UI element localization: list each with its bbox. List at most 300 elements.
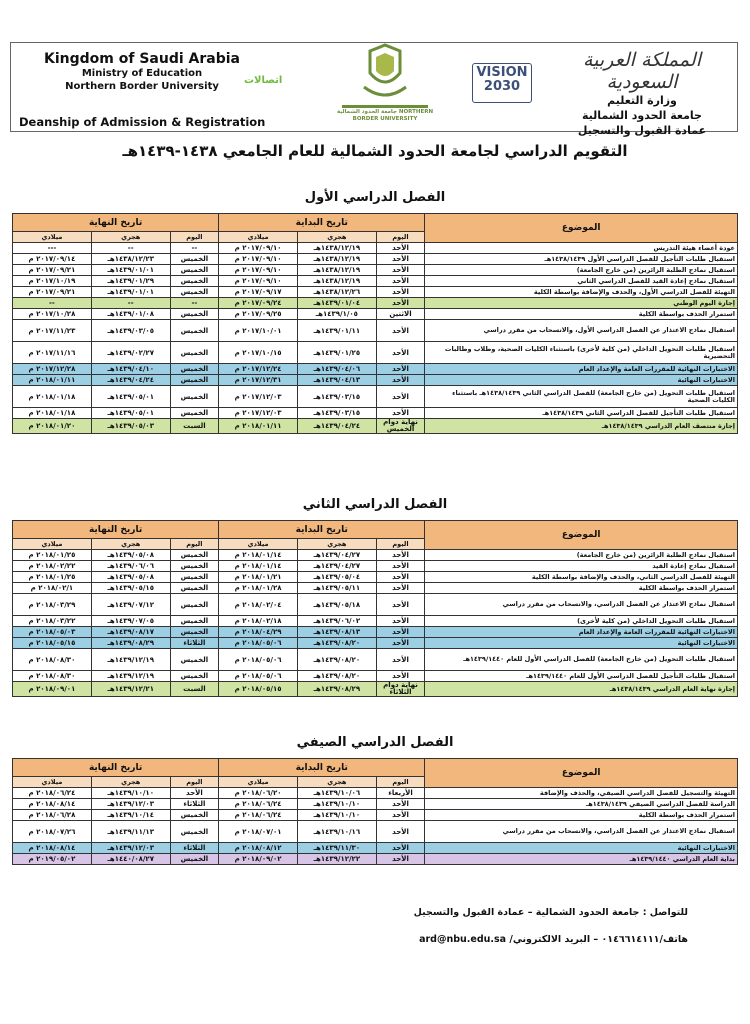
row-subject: عودة أعضاء هيئة التدريس — [425, 243, 738, 254]
col-topic: الموضوع — [425, 521, 738, 550]
row-start-hijri: ١٤٣٩/١١/٣٠هـ — [297, 843, 376, 854]
row-subject: استقبال طلبات التأجيل للفصل الدراسي الثاني ١٤٣٨/١٤٣٩هـ — [425, 408, 738, 419]
row-end-greg: ٢٠١٧/١١/٢٣ م — [13, 320, 92, 342]
row-subject: استقبال نماذج الطلبة الزائرين (من خارج الجامعة) — [425, 265, 738, 276]
row-start-hijri: ١٤٣٩/٠٨/١٣هـ — [297, 627, 376, 638]
row-end-greg: ٢٠١٨/٠٦/٢٨ م — [13, 810, 92, 821]
row-end-day: الأحد — [170, 788, 219, 799]
col-day: اليوم — [170, 777, 219, 788]
en-country: Kingdom of Saudi Arabia — [44, 51, 240, 67]
row-subject: استقبال نماذج الاعتذار عن الفصل الدراسي، والانسحاب من مقرر دراسي — [425, 594, 738, 616]
row-start-hijri: ١٤٣٩/٠٤/٠٦هـ — [297, 364, 376, 375]
row-end-hijri: ١٤٣٩/٠٥/٠٣هـ — [91, 419, 170, 434]
table-row — [13, 298, 738, 309]
row-start-hijri: ١٤٣٨/١٢/١٩هـ — [297, 243, 376, 254]
row-start-day: الأحد — [376, 408, 425, 419]
row-start-day: الأربعاء — [376, 788, 425, 799]
row-start-greg: ٢٠١٧/٠٩/١٠ م — [219, 243, 298, 254]
row-subject: استمرار الحذف بواسطة الكلية — [425, 309, 738, 320]
row-end-day: الخميس — [170, 810, 219, 821]
row-end-greg: ٢٠١٧/٠٩/٢١ م — [13, 265, 92, 276]
row-start-day: الأحد — [376, 265, 425, 276]
semester-summer-title: الفصل الدراسي الصيفي — [296, 735, 454, 750]
vision-2030-logo-icon — [472, 63, 532, 103]
row-end-hijri: ١٤٣٩/٠٧/٠٥هـ — [91, 616, 170, 627]
row-start-hijri: ١٤٣٩/٠٨/٢٩هـ — [297, 682, 376, 697]
table-row — [13, 364, 738, 375]
row-start-greg: ٢٠١٧/١٠/٠١ م — [219, 320, 298, 342]
row-end-greg: ٢٠١٨/٠٩/٠١ م — [13, 682, 92, 697]
row-start-day: الأحد — [376, 594, 425, 616]
table-row — [13, 386, 738, 408]
row-end-greg: ٢٠١٨/٠١/١١ م — [13, 375, 92, 386]
row-subject: استمرار الحذف بواسطة الكلية — [425, 810, 738, 821]
row-start-day: الأحد — [376, 616, 425, 627]
row-start-hijri: ١٤٣٩/٠٤/٢٧هـ — [297, 550, 376, 561]
row-end-day: الخميس — [170, 616, 219, 627]
col-end-date: تاريخ النهاية — [13, 214, 219, 232]
semester-summer-table — [12, 758, 738, 865]
col-hijri: هجري — [297, 539, 376, 550]
row-end-greg: ٢٠١٨/٠٥/٠٣ م — [13, 627, 92, 638]
row-end-greg: ٢٠١٧/١١/١٦ م — [13, 342, 92, 364]
row-start-hijri: ١٤٣٨/١٢/١٩هـ — [297, 265, 376, 276]
table-row — [13, 843, 738, 854]
row-start-day: الأحد — [376, 375, 425, 386]
row-end-hijri: ١٤٣٩/٠١/٠١هـ — [91, 265, 170, 276]
row-start-greg: ٢٠١٨/٠٢/١٨ م — [219, 616, 298, 627]
col-day: اليوم — [376, 777, 425, 788]
table-row — [13, 320, 738, 342]
ar-ministry: وزارة التعليم — [607, 94, 677, 107]
row-end-day: الخميس — [170, 276, 219, 287]
row-start-day: الأحد — [376, 276, 425, 287]
col-start-date: تاريخ البداية — [219, 521, 425, 539]
semester-2-title: الفصل الدراسي الثاني — [302, 497, 448, 512]
row-subject: استقبال طلبات التحويل الداخلي (من كلية لأخرى) — [425, 616, 738, 627]
row-end-greg: ٢٠١٨/٠١/٢٥ م — [13, 572, 92, 583]
table-row — [13, 254, 738, 265]
table-row — [13, 671, 738, 682]
table-row — [13, 309, 738, 320]
table-row — [13, 265, 738, 276]
table-row — [13, 408, 738, 419]
row-end-day: -- — [170, 243, 219, 254]
row-start-hijri: ١٤٣٨/١٢/١٩هـ — [297, 254, 376, 265]
row-end-hijri: -- — [91, 298, 170, 309]
en-university: Northern Border University — [65, 81, 219, 92]
row-end-hijri: ١٤٣٩/٠١/٠١هـ — [91, 287, 170, 298]
row-end-day: الخميس — [170, 854, 219, 865]
table-row — [13, 616, 738, 627]
row-start-greg: ٢٠١٨/٠٤/٢٩ م — [219, 627, 298, 638]
row-subject: الاختبارات النهائية — [425, 638, 738, 649]
table-row — [13, 572, 738, 583]
row-end-day: الخميس — [170, 287, 219, 298]
row-start-day: الأحد — [376, 550, 425, 561]
row-end-hijri: ١٤٣٩/٠٨/١٧هـ — [91, 627, 170, 638]
col-greg: ميلادي — [219, 777, 298, 788]
row-start-hijri: ١٤٣٩/٠٤/١٣هـ — [297, 375, 376, 386]
table-row — [13, 276, 738, 287]
row-start-greg: ٢٠١٨/٠٢/٠٤ م — [219, 594, 298, 616]
row-start-day: الأحد — [376, 561, 425, 572]
row-start-greg: ٢٠١٨/٠٨/١٢ م — [219, 843, 298, 854]
row-end-day: الثلاثاء — [170, 638, 219, 649]
row-start-hijri: ١٤٣٩/١٠/١٠هـ — [297, 810, 376, 821]
col-hijri: هجري — [91, 232, 170, 243]
row-end-hijri: ١٤٣٩/١٢/٠٣هـ — [91, 799, 170, 810]
row-end-greg: ٢٠١٨/٠٦/٢٤ م — [13, 788, 92, 799]
row-start-day: الأحد — [376, 638, 425, 649]
row-start-greg: ٢٠١٨/٠١/١٤ م — [219, 550, 298, 561]
col-greg: ميلادي — [13, 232, 92, 243]
row-subject: استقبال طلبات التحويل (من خارج الجامعة) للفصل الدراسي الأول للعام ١٤٣٩/١٤٤٠هـ — [425, 649, 738, 671]
row-start-hijri: ١٤٣٩/١٠/١٦هـ — [297, 821, 376, 843]
row-end-greg: ٢٠١٧/٠٩/٢١ م — [13, 287, 92, 298]
row-start-greg: ٢٠١٨/٠٦/٢٤ م — [219, 799, 298, 810]
table-row — [13, 419, 738, 434]
table-row — [13, 243, 738, 254]
row-end-day: الخميس — [170, 572, 219, 583]
row-start-greg: ٢٠١٨/٠٩/٠٢ م — [219, 854, 298, 865]
row-end-day: الخميس — [170, 408, 219, 419]
row-start-hijri: ١٤٣٩/٠٣/١٥هـ — [297, 386, 376, 408]
row-end-hijri: ١٤٣٩/٠٤/٢٤هـ — [91, 375, 170, 386]
contact-line: للتواصل : جامعة الحدود الشمالية – عمادة القبول والتسجيل — [413, 907, 688, 918]
table-row — [13, 810, 738, 821]
row-end-hijri: ١٤٣٩/٠١/٠٨هـ — [91, 309, 170, 320]
row-start-greg: ٢٠١٧/٠٩/٢٥ م — [219, 309, 298, 320]
row-end-day: الخميس — [170, 649, 219, 671]
row-start-greg: ٢٠١٨/٠٥/٠٦ م — [219, 638, 298, 649]
row-start-greg: ٢٠١٨/٠٥/١٥ م — [219, 682, 298, 697]
row-subject: استقبال طلبات التأجيل للفصل الدراسي الأول ١٤٣٨/١٤٣٩هـ — [425, 254, 738, 265]
row-start-day: الأحد — [376, 298, 425, 309]
col-hijri: هجري — [91, 539, 170, 550]
row-start-day: الأحد — [376, 583, 425, 594]
row-end-hijri: ١٤٣٩/٠٤/١٠هـ — [91, 364, 170, 375]
row-start-greg: ٢٠١٧/٠٩/١٠ م — [219, 265, 298, 276]
row-end-hijri: ١٤٤٠/٠٨/٢٧هـ — [91, 854, 170, 865]
col-topic: الموضوع — [425, 759, 738, 788]
row-end-day: السبت — [170, 419, 219, 434]
row-subject: إجازة منتصف العام الدراسي ١٤٣٨/١٤٣٩هـ — [425, 419, 738, 434]
row-end-day: الخميس — [170, 386, 219, 408]
row-start-hijri: ١٤٣٩/٠٤/٢٤هـ — [297, 419, 376, 434]
row-start-hijri: ١٤٣٩/٠٣/١٥هـ — [297, 408, 376, 419]
row-end-day: الخميس — [170, 320, 219, 342]
row-start-hijri: ١٤٣٩/٠١/١١هـ — [297, 320, 376, 342]
row-start-hijri: ١٤٣٩/٠٨/٢٠هـ — [297, 671, 376, 682]
row-subject: استمرار الحذف بواسطة الكلية — [425, 583, 738, 594]
col-day: اليوم — [376, 232, 425, 243]
row-end-day: الثلاثاء — [170, 799, 219, 810]
row-end-greg: ٢٠١٨/٠١/١٨ م — [13, 386, 92, 408]
ar-country: المملكة العربية السعودية — [583, 49, 701, 93]
row-end-hijri: ١٤٣٩/١٠/١٠هـ — [91, 788, 170, 799]
table-row — [13, 627, 738, 638]
page-title: التقويم الدراسي لجامعة الحدود الشمالية للعام الجامعي ١٤٣٨-١٤٣٩هـ — [122, 142, 628, 160]
row-start-greg: ٢٠١٧/٠٩/١٠ م — [219, 254, 298, 265]
row-subject: الاختبارات النهائية للمقررات العامة والإعداد العام — [425, 364, 738, 375]
col-start-date: تاريخ البداية — [219, 759, 425, 777]
row-start-greg: ٢٠١٧/٠٩/١٧ م — [219, 287, 298, 298]
row-end-day: الخميس — [170, 594, 219, 616]
col-greg: ميلادي — [13, 539, 92, 550]
row-end-greg: ٢٠١٧/١٠/٢٨ م — [13, 309, 92, 320]
row-subject: استقبال نماذج الاعتذار عن الفصل الدراسي، والانسحاب من مقرر دراسي — [425, 821, 738, 843]
university-logo-icon — [334, 43, 436, 129]
row-start-day: الأحد — [376, 386, 425, 408]
row-end-hijri: ١٤٣٩/٠٢/٢٧هـ — [91, 342, 170, 364]
row-end-greg: ٢٠١٨/٠٨/٣٠ م — [13, 671, 92, 682]
row-start-day: الأحد — [376, 671, 425, 682]
row-start-day: الأحد — [376, 320, 425, 342]
row-end-greg: --- — [13, 243, 92, 254]
row-start-day: الأحد — [376, 843, 425, 854]
row-subject: الاختبارات النهائية — [425, 375, 738, 386]
row-start-greg: ٢٠١٨/٠١/٢١ م — [219, 572, 298, 583]
row-subject: استقبال طلبات التأجيل للفصل الدراسي الأول للعام ١٤٣٩/١٤٤٠هـ — [425, 671, 738, 682]
row-start-greg: ٢٠١٨/٠٧/٠١ م — [219, 821, 298, 843]
row-subject: التهيئة للفصل الدراسي الثاني، والحذف والإضافة بواسطة الكلية — [425, 572, 738, 583]
telecom-logo-icon — [244, 75, 282, 97]
row-start-greg: ٢٠١٨/٠٦/٢٠ م — [219, 788, 298, 799]
row-end-greg: ٢٠١٨/٠٧/٢٦ م — [13, 821, 92, 843]
row-start-day: نهاية دوام الخميس — [376, 419, 425, 434]
table-row — [13, 594, 738, 616]
row-subject: إجازة اليوم الوطني — [425, 298, 738, 309]
table-row — [13, 550, 738, 561]
table-row — [13, 561, 738, 572]
ar-deanship: عمادة القبول والتسجيل — [577, 124, 707, 137]
row-end-hijri: ١٤٣٨/١٢/٢٣هـ — [91, 254, 170, 265]
col-greg: ميلادي — [219, 232, 298, 243]
en-deanship: Deanship of Admission & Registration — [19, 115, 266, 129]
row-subject: استقبال نماذج الطلبة الزائرين (من خارج الجامعة) — [425, 550, 738, 561]
row-end-hijri: ١٤٣٩/٠٥/٠١هـ — [91, 386, 170, 408]
row-subject: استقبال طلبات التحويل الداخلي (من كلية لأخرى) باستثناء الكليات الصحية، وطلاب وطالبات التحضيرية — [425, 342, 738, 364]
row-end-day: الخميس — [170, 561, 219, 572]
row-end-greg: ٢٠١٨/٠٣/٢٩ م — [13, 594, 92, 616]
table-row — [13, 799, 738, 810]
table-row — [13, 854, 738, 865]
row-start-hijri: ١٤٣٩/١٠/٠٦هـ — [297, 788, 376, 799]
col-hijri: هجري — [91, 777, 170, 788]
row-start-greg: ٢٠١٧/٠٩/١٠ م — [219, 276, 298, 287]
university-logo-text: جامعة الحدود الشمالية NORTHERN BORDER UNIVERSITY — [336, 109, 434, 122]
en-ministry: Ministry of Education — [81, 68, 203, 79]
row-start-greg: ٢٠١٨/٠١/١٤ م — [219, 561, 298, 572]
row-end-greg: ٢٠١٧/١٢/٢٨ م — [13, 364, 92, 375]
row-end-day: الخميس — [170, 627, 219, 638]
row-end-hijri: ١٤٣٩/٠٦/٠٦هـ — [91, 561, 170, 572]
row-end-hijri: ١٤٣٩/٠٧/١٢هـ — [91, 594, 170, 616]
table-row — [13, 342, 738, 364]
row-end-greg: ٢٠١٩/٠٥/٠٢ م — [13, 854, 92, 865]
row-start-day: الأحد — [376, 854, 425, 865]
row-end-hijri: ١٤٣٩/٠٥/٠٨هـ — [91, 572, 170, 583]
row-start-greg: ٢٠١٧/١٠/١٥ م — [219, 342, 298, 364]
row-start-hijri: ١٤٣٩/٠١/٠٤هـ — [297, 298, 376, 309]
row-subject: الاختبارات النهائية — [425, 843, 738, 854]
row-end-hijri: ١٤٣٩/١٢/٠٣هـ — [91, 843, 170, 854]
row-end-greg: -- — [13, 298, 92, 309]
row-end-hijri: -- — [91, 243, 170, 254]
row-start-hijri: ١٤٣٩/١٢/٢٢هـ — [297, 854, 376, 865]
row-start-hijri: ١٤٣٩/١٠/١٠هـ — [297, 799, 376, 810]
table-row — [13, 583, 738, 594]
row-end-hijri: ١٤٣٩/١٢/١٩هـ — [91, 649, 170, 671]
row-end-day: السبت — [170, 682, 219, 697]
row-end-day: الثلاثاء — [170, 843, 219, 854]
row-end-day: الخميس — [170, 821, 219, 843]
row-start-greg: ٢٠١٧/١٢/٣١ م — [219, 375, 298, 386]
semester-1-title: الفصل الدراسي الأول — [304, 190, 446, 205]
row-start-day: الأحد — [376, 799, 425, 810]
row-end-greg: ٢٠١٧/٠٩/١٤ م — [13, 254, 92, 265]
col-day: اليوم — [376, 539, 425, 550]
letterhead — [10, 42, 738, 137]
row-start-hijri: ١٤٣٨/١٢/٢٦هـ — [297, 287, 376, 298]
arabic-header — [557, 49, 727, 138]
semester-2-table — [12, 520, 738, 697]
row-start-day: الأحد — [376, 627, 425, 638]
row-end-greg: ٢٠١٧/١٠/١٩ م — [13, 276, 92, 287]
row-end-day: الخميس — [170, 342, 219, 364]
col-hijri: هجري — [297, 232, 376, 243]
semester-1-table — [12, 213, 738, 434]
row-subject: إجازة نهاية العام الدراسي ١٤٣٨/١٤٣٩هـ — [425, 682, 738, 697]
row-subject: استقبال طلبات التحويل (من خارج الجامعة) للفصل الدراسي الثاني ١٤٣٨/١٤٣٩هـ باستثناء الكليات الصحية — [425, 386, 738, 408]
row-subject: استقبال نماذج إعادة القيد للفصل الدراسي الثاني — [425, 276, 738, 287]
row-end-greg: ٢٠١٨/٠٥/١٥ م — [13, 638, 92, 649]
row-start-day: الأحد — [376, 364, 425, 375]
row-subject: الاختبارات النهائية للمقررات العامة والإعداد العام — [425, 627, 738, 638]
row-start-day: الأحد — [376, 572, 425, 583]
row-subject: استقبال نماذج الاعتذار عن الفصل الدراسي الأول، والانسحاب من مقرر دراسي — [425, 320, 738, 342]
row-end-hijri: ١٤٣٩/٠٨/٢٩هـ — [91, 638, 170, 649]
row-subject: التهيئة للفصل الدراسي الأول، والحذف والإضافة بواسطة الكلية — [425, 287, 738, 298]
row-end-day: الخميس — [170, 550, 219, 561]
row-end-hijri: ١٤٣٩/١٠/١٤هـ — [91, 810, 170, 821]
row-end-hijri: ١٤٣٩/٠٣/٠٥هـ — [91, 320, 170, 342]
row-subject: التهيئة والتسجيل للفصل الدراسي الصيفي، والحذف والإضافة — [425, 788, 738, 799]
row-start-day: نهاية دوام الثلاثاء — [376, 682, 425, 697]
row-end-hijri: ١٤٣٩/٠٥/١٥هـ — [91, 583, 170, 594]
col-end-date: تاريخ النهاية — [13, 521, 219, 539]
row-start-hijri: ١٤٣٩/٠٨/٢٠هـ — [297, 638, 376, 649]
col-hijri: هجري — [297, 777, 376, 788]
row-end-greg: ٢٠١٨/٠١/٢٥ م — [13, 550, 92, 561]
row-end-day: الخميس — [170, 375, 219, 386]
row-start-hijri: ١٤٣٩/١/٠٥هـ — [297, 309, 376, 320]
row-end-day: الخميس — [170, 254, 219, 265]
row-end-day: الخميس — [170, 265, 219, 276]
row-subject: الدراسة للفصل الدراسي الصيفي ١٤٣٨/١٤٣٩هـ — [425, 799, 738, 810]
row-start-hijri: ١٤٣٩/٠١/٢٥هـ — [297, 342, 376, 364]
row-end-day: الخميس — [170, 583, 219, 594]
table-row — [13, 649, 738, 671]
row-start-hijri: ١٤٣٨/١٢/١٩هـ — [297, 276, 376, 287]
row-start-greg: ٢٠١٨/٠٥/٠٦ م — [219, 671, 298, 682]
row-start-hijri: ١٤٣٩/٠٦/٠٢هـ — [297, 616, 376, 627]
row-end-greg: ٢٠١٨/٠٨/٣٠ م — [13, 649, 92, 671]
row-start-greg: ٢٠١٧/١٢/٠٣ م — [219, 408, 298, 419]
col-topic: الموضوع — [425, 214, 738, 243]
row-start-greg: ٢٠١٧/١٢/٢٤ م — [219, 364, 298, 375]
row-end-day: الخميس — [170, 364, 219, 375]
table-row — [13, 788, 738, 799]
row-end-hijri: ١٤٣٩/١٢/٢١هـ — [91, 682, 170, 697]
row-end-greg: ٢٠١٨/٠١/١٨ م — [13, 408, 92, 419]
row-start-greg: ٢٠١٨/٠٦/٢٤ م — [219, 810, 298, 821]
row-start-day: الأحد — [376, 649, 425, 671]
row-start-day: الأحد — [376, 287, 425, 298]
row-end-day: -- — [170, 298, 219, 309]
ar-university: جامعة الحدود الشمالية — [582, 109, 702, 122]
row-start-hijri: ١٤٣٩/٠٨/٢٠هـ — [297, 649, 376, 671]
col-day: اليوم — [170, 232, 219, 243]
row-start-greg: ٢٠١٨/٠٥/٠٦ م — [219, 649, 298, 671]
row-end-day: الخميس — [170, 671, 219, 682]
row-subject: بداية العام الدراسي ١٤٣٩/١٤٤٠هـ — [425, 854, 738, 865]
row-end-greg: ٢٠١٨/٠١/٢٠ م — [13, 419, 92, 434]
row-end-hijri: ١٤٣٩/١٢/١٩هـ — [91, 671, 170, 682]
table-row — [13, 638, 738, 649]
row-start-greg: ٢٠١٧/٠٩/٢٤ م — [219, 298, 298, 309]
row-start-hijri: ١٤٣٩/٠٥/٠٤هـ — [297, 572, 376, 583]
table-row — [13, 682, 738, 697]
table-row — [13, 375, 738, 386]
telecom-logo-text: اتصالات — [244, 75, 283, 86]
row-start-day: الأحد — [376, 810, 425, 821]
contact-phone-email: هاتف/٠١٤٦٦١٤١١١ – البريد الالكتروني/ ard@nbu.edu.sa — [419, 934, 688, 945]
row-end-greg: ٢٠١٨/٠٢/١ م — [13, 583, 92, 594]
row-end-greg: ٢٠١٨/٠٢/٢٢ م — [13, 561, 92, 572]
row-start-day: الأحد — [376, 342, 425, 364]
row-end-hijri: ١٤٣٩/١١/١٣هـ — [91, 821, 170, 843]
row-start-day: الأحد — [376, 254, 425, 265]
row-end-greg: ٢٠١٨/٠٣/٢٢ م — [13, 616, 92, 627]
row-end-hijri: ١٤٣٩/٠٥/٠٨هـ — [91, 550, 170, 561]
col-greg: ميلادي — [13, 777, 92, 788]
row-end-hijri: ١٤٣٩/٠٥/٠١هـ — [91, 408, 170, 419]
col-day: اليوم — [170, 539, 219, 550]
row-start-greg: ٢٠١٧/١٢/٠٣ م — [219, 386, 298, 408]
row-start-day: الأحد — [376, 243, 425, 254]
row-start-greg: ٢٠١٨/٠١/١١ م — [219, 419, 298, 434]
row-start-day: الاثنين — [376, 309, 425, 320]
col-end-date: تاريخ النهاية — [13, 759, 219, 777]
row-start-hijri: ١٤٣٩/٠٥/١١هـ — [297, 583, 376, 594]
table-row — [13, 821, 738, 843]
row-start-hijri: ١٤٣٩/٠٥/١٨هـ — [297, 594, 376, 616]
row-subject: استقبال نماذج إعادة القيد — [425, 561, 738, 572]
row-start-hijri: ١٤٣٩/٠٤/٢٧هـ — [297, 561, 376, 572]
vision-logo-text: VISION 2030 — [476, 65, 528, 94]
row-end-hijri: ١٤٣٩/٠١/٢٩هـ — [91, 276, 170, 287]
row-start-greg: ٢٠١٨/٠١/٢٨ م — [219, 583, 298, 594]
row-end-greg: ٢٠١٨/٠٨/١٤ م — [13, 843, 92, 854]
row-end-day: الخميس — [170, 309, 219, 320]
row-start-day: الأحد — [376, 821, 425, 843]
row-end-greg: ٢٠١٨/٠٨/١٤ م — [13, 799, 92, 810]
col-start-date: تاريخ البداية — [219, 214, 425, 232]
table-row — [13, 287, 738, 298]
col-greg: ميلادي — [219, 539, 298, 550]
